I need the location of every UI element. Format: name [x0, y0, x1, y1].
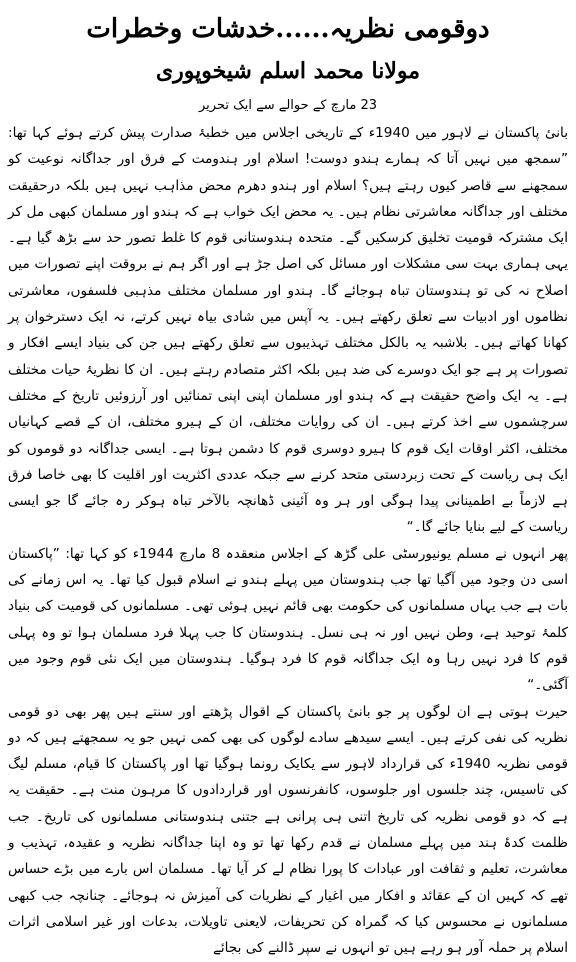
article-subtitle: 23 مارچ کے حوالے سے ایک تحریر — [198, 98, 378, 113]
article-body — [8, 120, 568, 962]
body-paragraph: بانیٔ پاکستان نے لاہور میں 1940ء کے تاریخی اجلاس میں خطبۂ صدارت پیش کرتے ہوئے کہا تھا: ”سمجھ میں نہیں آتا کہ ہمارے ہندو دوست! اسلام اور ہندومت کے فرق اور جداگانہ نوعیت کو سمجھنے سے قاصر کیوں رہتے ہیں؟ اسلام اور ہندو دھرم محض مذاہب نہیں ہیں بلکہ درحقیقت مختلف اور جداگانہ معاشرتی نظام ہیں۔ یہ محض ایک خواب ہے کہ ہندو اور مسلمان کبھی مل کر ایک مشترکہ قومیت تخلیق کرسکیں گے۔ متحدہ ہندوستانی قوم کا غلط تصور حد سے بڑھ گیا ہے۔ یہی ہماری بہت سی مشکلات اور مسائل کی اصل جڑ ہے اور اگر ہم نے بروقت اپنے تصورات میں اصلاح نہ کی تو ہندوستان تباہ ہوجائے گا۔ ہندو اور مسلمان مختلف مذہبی فلسفوں، معاشرتی نظاموں اور ادبیات سے تعلق رکھتے ہیں۔ یہ آپس میں شادی بیاہ نہیں کرتے، نہ ایک دسترخوان پر کھانا کھاتے ہیں۔ بلاشبہ یہ بالکل مختلف تہذیبوں سے تعلق رکھتے ہیں جن کی بنیاد ایسے افکار و تصورات پر ہے جو ایک دوسرے کی ضد ہیں بلکہ اکثر متصادم رہتے ہیں۔ ان کا نظریۂ حیات مختلف ہے۔ یہ ایک واضح حقیقت ہے کہ ہندو اور مسلمان اپنی اپنی تمنائیں اور آرزوئیں تاریخ کے مختلف سرچشموں سے اخذ کرتے ہیں۔ ان کی روایات مختلف، ان کے ہیرو مختلف، ان کے قصے کہانیاں مختلف، اکثر اوقات ایک قوم کا ہیرو دوسری قوم کا دشمن ہوتا ہے۔ ایسی جداگانہ دو قوموں کو ایک ہی ریاست کے تحت زبردستی متحد کرنے سے جبکہ عددی اکثریت اور اقلیت کا بھی خاصا فرق ہے لازماً بے اطمینانی پیدا ہوگی اور ہر وہ آئینی ڈھانچہ بالآخر تباہ ہوکر رہ جائے گا جو ایسی ریاست کے لیے بنایا جائے گا۔“ — [8, 125, 568, 536]
article-title: دوقومی نظریہ......خدشات وخطرات — [86, 14, 490, 44]
body-paragraph: حیرت ہوتی ہے ان لوگوں پر جو بانیٔ پاکستان کے اقوال پڑھتے اور سنتے ہیں پھر بھی دو قومی نظریہ کی نفی کرتے ہیں۔ ایسے سیدھے سادے لوگوں کی بھی کمی نہیں جو یہ سمجھتے ہیں کہ دو قومی نظریہ 1940ء کی قرارداد لاہور سے یکایک رونما ہوگیا تھا اور پاکستان کا قیام، مسلم لیگ کی تاسیس، چند جلسوں اور جلوسوں، کانفرنسوں اور قراردادوں کا مرہون منت ہے۔ حقیقت یہ ہے کہ دو قومی نظریہ کی تاریخ اتنی ہی پرانی ہے جتنی ہندوستانی مسلمانوں کی تاریخ۔ جب ظلمت کدۂ ہند میں پہلے مسلمان نے قدم رکھا تھا تو وہ اپنا جداگانہ نظریہ و عقیدہ، تہذیب و معاشرت، تعلیم و ثقافت اور عبادات کا پورا نظام لے کر آیا تھا۔ مسلمان اس بارے میں بڑے حساس تھے کہ کہیں ان کے عقائد و افکار میں اغیار کے نظریات کی آمیزش نہ ہوجائے۔ چنانچہ جب کبھی مسلمانوں نے محسوس کیا کہ گمراہ کن تحریفات، لایعنی تاویلات، بدعات اور غیر اسلامی اثرات اسلام پر حملہ آور ہو رہے ہیں تو انہوں نے سپر ڈالنے کی بجائے — [8, 703, 568, 957]
article-author: مولانا محمد اسلم شیخوپوری — [155, 58, 421, 84]
body-paragraph: پھر انہوں نے مسلم یونیورسٹی علی گڑھ کے اجلاس منعقدہ 8 مارچ 1944ء کو کہا تھا: ”پاکستان اسی دن وجود میں آگیا تھا جب ہندوستان میں پہلے ہندو نے اسلام قبول کیا تھا۔ یہ اس زمانے کی بات ہے جب یہاں مسلمانوں کی حکومت بھی قائم نہیں ہوئی تھی۔ مسلمانوں کی قومیت کی بنیاد کلمۂ توحید ہے، وطن نہیں اور نہ ہی نسل۔ ہندوستان کا جب پہلا فرد مسلمان ہوا تو وہ پہلی قوم کا فرد نہیں رہا وہ ایک جداگانہ قوم کا فرد ہوگیا۔ ہندوستان میں ایک نئی قوم وجود میں آگئی۔“ — [8, 545, 568, 694]
